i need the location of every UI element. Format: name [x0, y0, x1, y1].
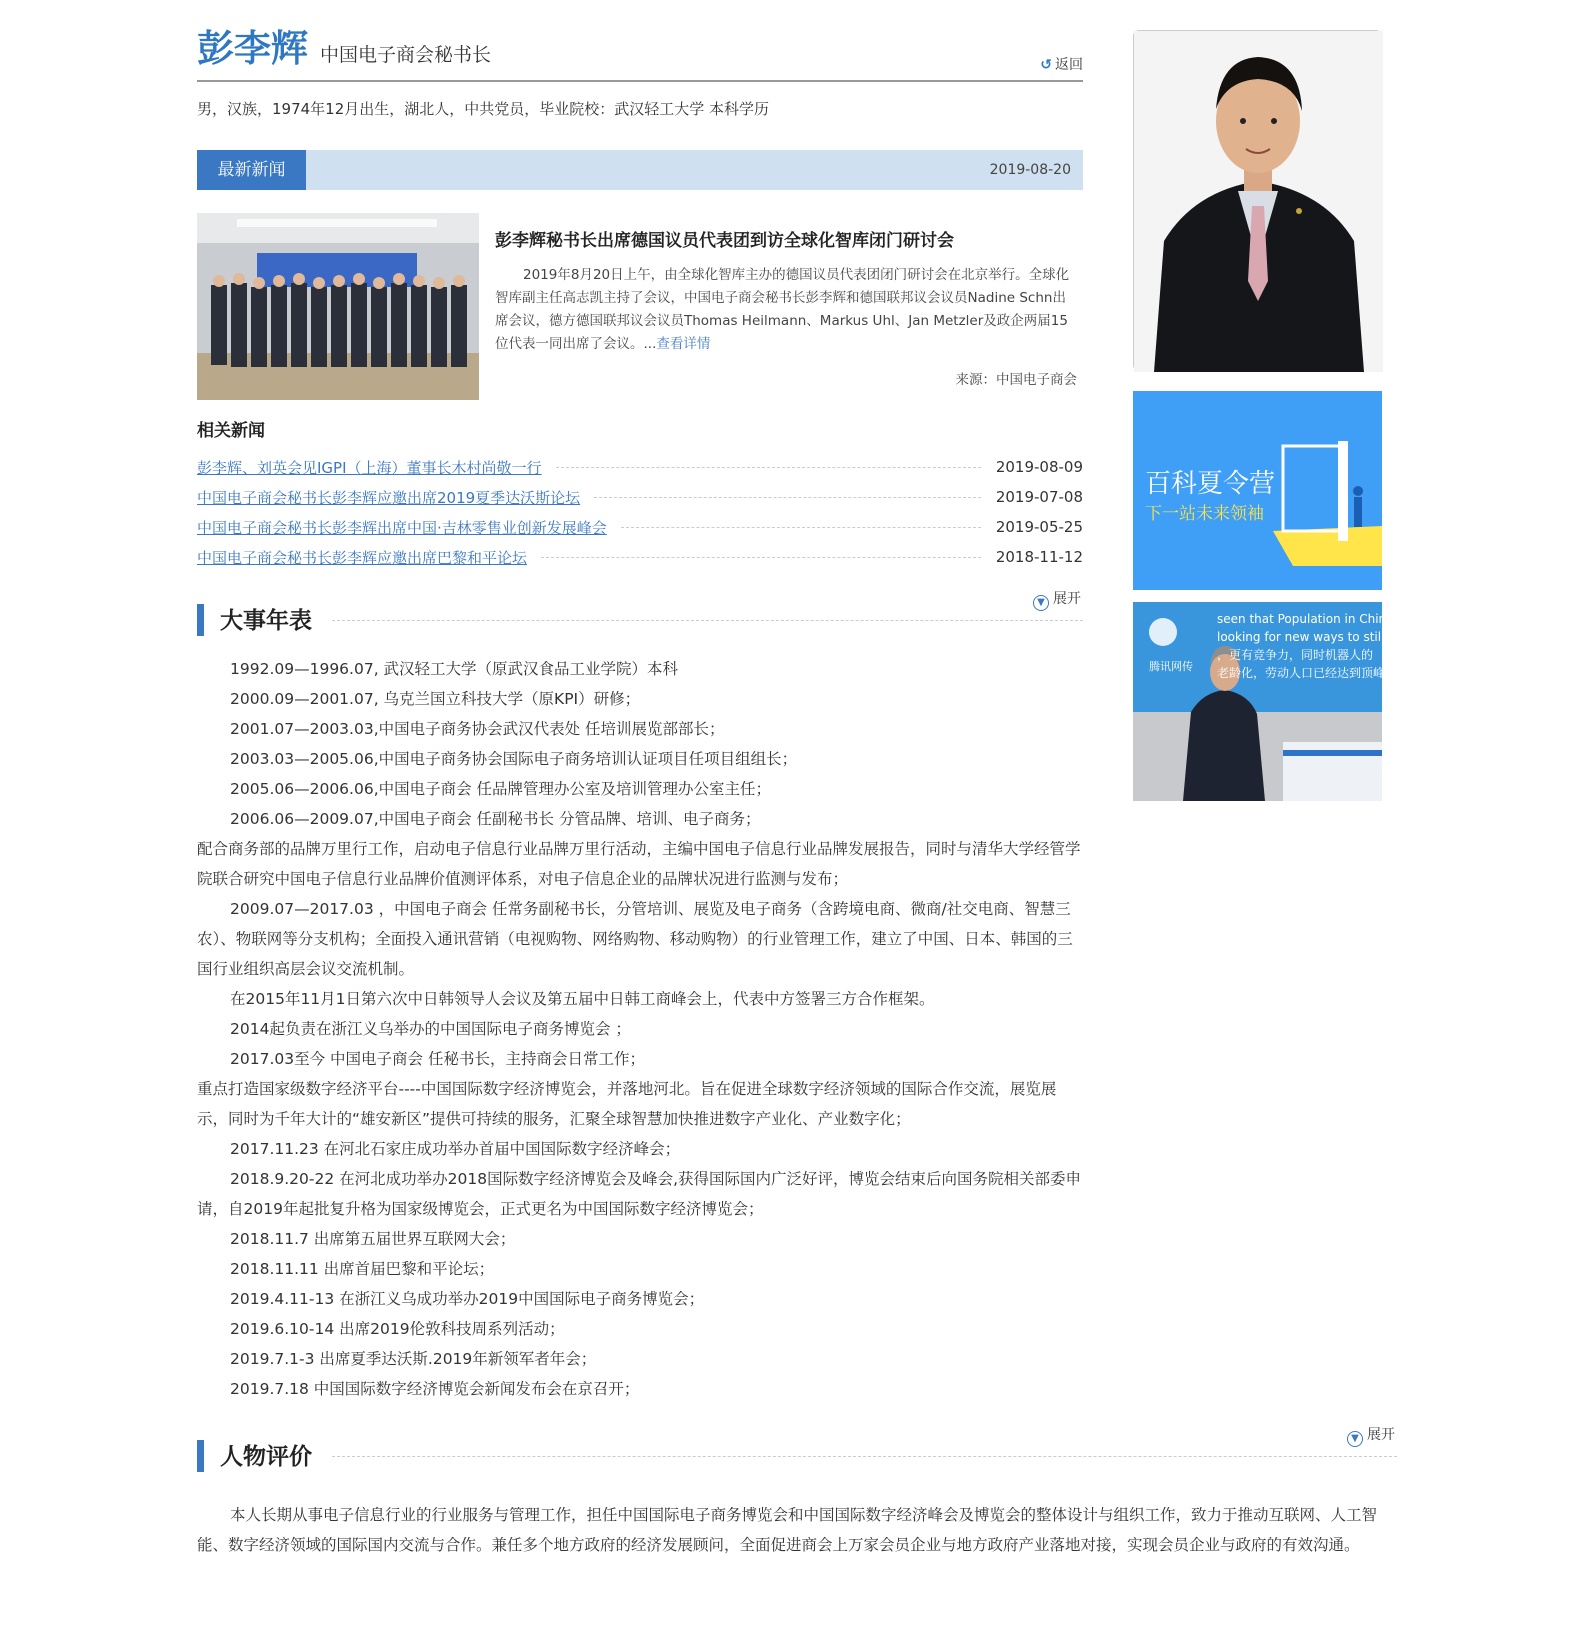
section-accent-bar	[197, 1440, 204, 1472]
banner-title: 百科夏令营	[1145, 469, 1276, 499]
related-news-link[interactable]: 中国电子商会秘书长彭李辉出席中国·吉林零售业创新发展峰会	[197, 517, 613, 538]
back-button[interactable]	[1040, 54, 1083, 74]
dotted-divider	[541, 557, 981, 558]
timeline-entry: 2014起负责在浙江义乌举办的中国国际电子商务博览会 ；	[230, 1020, 631, 1038]
section-divider	[332, 620, 1083, 621]
related-news-list	[197, 452, 1083, 572]
news-headline[interactable]: 彭李辉秘书长出席德国议员代表团到访全球化智库闭门研讨会	[495, 231, 954, 251]
caption-line: looking for new ways to still a	[1217, 630, 1396, 644]
caption-line: ，更有竞争力，同时机器人的	[1217, 648, 1374, 662]
related-news-date: 2019-08-09	[995, 458, 1083, 476]
timeline-entry: 2009.07—2017.03 ，中国电子商会 任常务副秘书长，分管培训、展览及电子商务（含跨境电商、微商/社交电商、智慧三农）、物联网等分支机构；全面投入通讯营销（电视购物、网络购物、移动购物）的行业管理工作，建立了中国、日本、韩国的三国行业组织高层会议交流机制。	[197, 900, 1073, 978]
caption-line: seen that Population in China s	[1217, 612, 1404, 626]
timeline-entry: 2019.6.10-14 出席2019伦敦科技周系列活动；	[230, 1320, 565, 1338]
chevron-down-icon: ▼	[1033, 595, 1049, 611]
dotted-divider	[594, 497, 981, 498]
evaluation-section-header	[197, 1427, 1397, 1476]
timeline-body	[197, 654, 1087, 1404]
timeline-entry: 配合商务部的品牌万里行工作，启动电子信息行业品牌万里行活动，主编中国电子信息行业品牌发展报告，同时与清华大学经管学院联合研究中国电子信息行业品牌价值测评体系，对电子信息企业的品牌状况进行监测与发布；	[197, 840, 1081, 888]
section-accent-bar	[197, 604, 204, 636]
news-summary-text: 2019年8月20日上午，由全球化智库主办的德国议员代表团闭门研讨会在北京举行。全球化智库副主任高志凯主持了会议，中国电子商会秘书长彭李辉和德国联邦议会议员Nadine Schn出席会议，德方德国联邦议会议员Thomas Heilmann、Markus Uhl、Jan Metzler及政企两届15位代表一同出席了会议。...	[495, 267, 1070, 352]
expand-label: 展开	[1053, 591, 1081, 607]
related-news-link[interactable]: 中国电子商会秘书长彭李辉应邀出席2019夏季达沃斯论坛	[197, 487, 586, 508]
chevron-down-icon: ▼	[1347, 1431, 1363, 1447]
timeline-entry: 2001.07—2003.03,中国电子商务协会武汉代表处 任培训展览部部长；	[230, 720, 725, 738]
conference-banner[interactable]	[1133, 602, 1404, 801]
list-item	[197, 482, 1083, 512]
person-title: 中国电子商会秘书长	[320, 44, 492, 66]
timeline-section-header	[197, 591, 1083, 640]
profile-header	[197, 26, 1083, 82]
person-name: 彭李辉	[197, 27, 308, 70]
dotted-divider	[621, 527, 981, 528]
timeline-entry: 2019.7.1-3 出席夏季达沃斯.2019年新领军者年会；	[230, 1350, 597, 1368]
news-summary	[495, 264, 1075, 356]
related-news-date: 2019-07-08	[995, 488, 1083, 506]
timeline-entry: 2017.03至今 中国电子商会 任秘书长，主持商会日常工作；	[230, 1050, 645, 1068]
timeline-entry: 1992.09—1996.07, 武汉轻工大学（原武汉食品工业学院）本科	[230, 660, 679, 678]
read-more-link[interactable]: 查看详情	[656, 336, 711, 352]
latest-news-tab[interactable]: 最新新闻	[197, 150, 306, 190]
list-item	[197, 542, 1083, 572]
portrait-image	[1134, 31, 1383, 372]
news-source: 来源：中国电子商会	[955, 372, 1077, 388]
portrait-photo	[1133, 30, 1382, 371]
banner-caption	[1217, 610, 1404, 682]
timeline-entry: 2019.7.18 中国国际数字经济博览会新闻发布会在京召开；	[230, 1380, 640, 1398]
related-news-date: 2018-11-12	[995, 548, 1083, 566]
latest-news-date: 2019-08-20	[989, 162, 1071, 178]
timeline-entry: 2017.11.23 在河北石家庄成功举办首届中国国际数字经济峰会；	[230, 1140, 681, 1158]
timeline-entry: 2018.11.11 出席首届巴黎和平论坛；	[230, 1260, 495, 1278]
related-news-link[interactable]: 彭李辉、刘英会见IGPI（上海）董事长木村尚敬一行	[197, 457, 548, 478]
expand-label: 展开	[1367, 1427, 1395, 1443]
evaluation-text: 本人长期从事电子信息行业的行业服务与管理工作，担任中国国际电子商务博览会和中国国际数字经济峰会及博览会的整体设计与组织工作，致力于推动互联网、人工智能、数字经济领域的国际国内交流与合作。兼任多个地方政府的经济发展顾问，全面促进商会上万家会员企业与地方政府产业落地对接，实现会员企业与政府的有效沟通。	[197, 1506, 1378, 1554]
timeline-entry: 2005.06—2006.06,中国电子商会 任品牌管理办公室及培训管理办公室主任；	[230, 780, 772, 798]
section-title: 人物评价	[220, 1444, 312, 1470]
banner-subtitle: 下一站未来领袖	[1145, 504, 1264, 524]
back-label: 返回	[1055, 57, 1083, 73]
list-item	[197, 512, 1083, 542]
related-news-date: 2019-05-25	[995, 518, 1083, 536]
expand-button[interactable]	[1347, 1424, 1395, 1447]
timeline-entry: 在2015年11月1日第六次中日韩领导人会议及第五届中日韩工商峰会上，代表中方签署三方合作框架。	[230, 990, 935, 1008]
dotted-divider	[556, 467, 981, 468]
summer-camp-banner[interactable]	[1133, 391, 1382, 590]
section-divider	[332, 1456, 1397, 1457]
timeline-entry: 2003.03—2005.06,中国电子商务协会国际电子商务培训认证项目任项目组组长；	[230, 750, 798, 768]
latest-news-bar	[197, 150, 1083, 190]
timeline-entry: 2000.09—2001.07, 乌克兰国立科技大学（原KPI）研修；	[230, 690, 641, 708]
timeline-entry: 2018.9.20-22 在河北成功举办2018国际数字经济博览会及峰会,获得国际国内广泛好评，博览会结束后向国务院相关部委申请，自2019年起批复升格为国家级博览会，正式更名为中国国际数字经济博览会；	[197, 1170, 1082, 1218]
timeline-entry: 重点打造国家级数字经济平台----中国国际数字经济博览会，并落地河北。旨在促进全球数字经济领域的国际合作交流，展览展示，同时为千年大计的“雄安新区”提供可持续的服务，汇聚全球智慧加快推进数字产业化、产业数字化；	[197, 1080, 1057, 1128]
caption-line: 老龄化，劳动人口已经达到顶峰	[1217, 666, 1386, 680]
bio-line: 男，汉族，1974年12月出生，湖北人，中共党员，毕业院校：武汉轻工大学 本科学历	[197, 100, 770, 118]
timeline-entry: 2019.4.11-13 在浙江义乌成功举办2019中国国际电子商务博览会；	[230, 1290, 705, 1308]
section-title: 大事年表	[220, 608, 312, 634]
timeline-entry: 2006.06—2009.07,中国电子商会 任副秘书长 分管品牌、培训、电子商务；	[230, 810, 761, 828]
expand-button[interactable]	[1033, 588, 1081, 611]
related-news-heading: 相关新闻	[197, 421, 265, 441]
tencent-logo-text: 腾讯网传	[1149, 660, 1193, 673]
related-news-link[interactable]: 中国电子商会秘书长彭李辉应邀出席巴黎和平论坛	[197, 547, 533, 568]
group-photo-image	[197, 213, 479, 400]
timeline-entry: 2018.11.7 出席第五届世界互联网大会；	[230, 1230, 516, 1248]
list-item	[197, 452, 1083, 482]
news-photo[interactable]	[197, 213, 479, 400]
back-arrow-icon: ↺	[1040, 57, 1052, 73]
